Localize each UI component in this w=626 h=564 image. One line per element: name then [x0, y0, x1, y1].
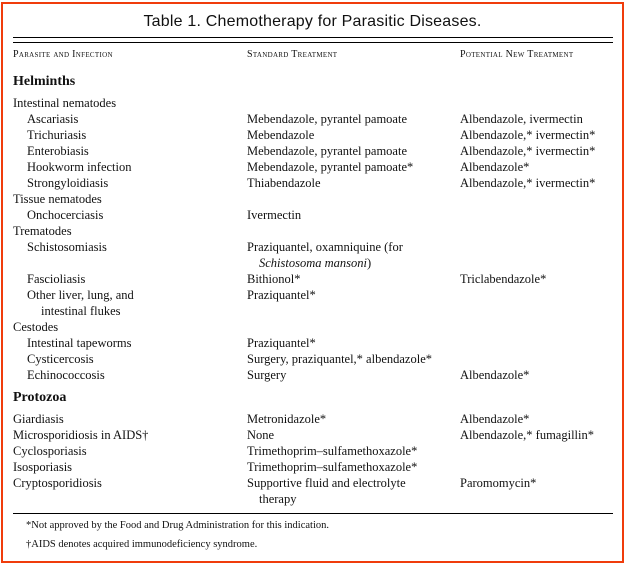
- table-row: [3, 128, 623, 144]
- section-heading-helminths: Helminths: [13, 74, 76, 89]
- footnote-rule: [13, 513, 613, 514]
- section-heading-protozoa: Protozoa: [13, 390, 67, 405]
- standard-cell: Metronidazole*: [247, 412, 327, 426]
- infection-cell: Echinococcosis: [27, 368, 105, 382]
- potential-cell: Albendazole*: [460, 368, 530, 382]
- standard-cell: Mebendazole, pyrantel pamoate*: [247, 160, 414, 174]
- standard-cell: Supportive fluid and electrolyte: [247, 476, 406, 490]
- table-row: [3, 224, 623, 240]
- infection-cell: Trichuriasis: [27, 128, 87, 142]
- infection-cell: Cysticercosis: [27, 352, 94, 366]
- table-row: [3, 96, 623, 112]
- standard-cell: Thiabendazole: [247, 176, 321, 190]
- infection-cell: Isosporiasis: [13, 460, 73, 474]
- standard-cell: Mebendazole, pyrantel pamoate: [247, 112, 407, 126]
- infection-cell: Hookworm infection: [27, 160, 132, 174]
- table-row: [3, 144, 623, 160]
- infection-cell: Cyclosporiasis: [13, 444, 87, 458]
- infection-cell: Other liver, lung, and: [27, 288, 134, 302]
- group-label: Trematodes: [13, 224, 72, 238]
- potential-cell: Albendazole, ivermectin: [460, 112, 583, 126]
- table-row: [3, 176, 623, 192]
- title-rule-bottom: [13, 42, 613, 43]
- group-label: Tissue nematodes: [13, 192, 102, 206]
- infection-cell: Cryptosporidiosis: [13, 476, 102, 490]
- table-row: [3, 336, 623, 352]
- column-header-potential: Potential New Treatment: [460, 49, 574, 60]
- infection-cell: Onchocerciasis: [27, 208, 104, 222]
- table-row: [3, 192, 623, 208]
- infection-cell: Enterobiasis: [27, 144, 89, 158]
- infection-cell: Strongyloidiasis: [27, 176, 109, 190]
- table-row: [3, 412, 623, 428]
- standard-cell: None: [247, 428, 275, 442]
- standard-cell: Praziquantel*: [247, 288, 316, 302]
- table-row: [3, 240, 623, 272]
- potential-cell: Albendazole*: [460, 160, 530, 174]
- infection-cell: Schistosomiasis: [27, 240, 107, 254]
- potential-cell: Triclabendazole*: [460, 272, 547, 286]
- title-rule-top: [13, 37, 613, 38]
- standard-cell: Praziquantel, oxamniquine (for: [247, 240, 403, 254]
- table-row: [3, 428, 623, 444]
- standard-cell: Surgery, praziquantel,* albendazole*: [247, 352, 432, 366]
- infection-cell: Ascariasis: [27, 112, 79, 126]
- potential-cell: Paromomycin*: [460, 476, 537, 490]
- column-header-standard: Standard Treatment: [247, 49, 338, 60]
- standard-cell: Mebendazole, pyrantel pamoate: [247, 144, 407, 158]
- table-row: [3, 476, 623, 508]
- standard-cell: Bithionol*: [247, 272, 301, 286]
- table-row: [3, 288, 623, 320]
- potential-cell: Albendazole*: [460, 412, 530, 426]
- table-title: Table 1. Chemotherapy for Parasitic Diseases.: [143, 13, 482, 30]
- table-row: [3, 352, 623, 368]
- footnote-fda: *Not approved by the Food and Drug Administration for this indication.: [26, 520, 330, 531]
- infection-cell-continuation: intestinal flukes: [41, 304, 121, 318]
- infection-cell: Fascioliasis: [27, 272, 86, 286]
- table-row: [3, 444, 623, 460]
- standard-cell: Mebendazole: [247, 128, 315, 142]
- standard-cell: Surgery: [247, 368, 287, 382]
- standard-cell-continuation: [259, 256, 371, 271]
- potential-cell: Albendazole,* ivermectin*: [460, 128, 596, 142]
- group-label: Intestinal nematodes: [13, 96, 117, 110]
- closing-paren: ): [367, 256, 372, 270]
- potential-cell: Albendazole,* ivermectin*: [460, 176, 596, 190]
- potential-cell: Albendazole,* ivermectin*: [460, 144, 596, 158]
- standard-cell-continuation: therapy: [259, 492, 297, 506]
- table-frame: [1, 2, 624, 563]
- standard-cell: Trimethoprim–sulfamethoxazole*: [247, 444, 418, 458]
- species-name: Schistosoma mansoni: [259, 256, 367, 270]
- potential-cell: Albendazole,* fumagillin*: [460, 428, 594, 442]
- table-row: [3, 460, 623, 476]
- table-row: [3, 208, 623, 224]
- infection-cell: Microsporidiosis in AIDS†: [13, 428, 149, 442]
- table-row: [3, 320, 623, 336]
- table-row: [3, 112, 623, 128]
- footnote-aids: †AIDS denotes acquired immunodeficiency syndrome.: [26, 539, 258, 550]
- group-label: Cestodes: [13, 320, 59, 334]
- table-row: [3, 160, 623, 176]
- infection-cell: Giardiasis: [13, 412, 64, 426]
- table-row: [3, 272, 623, 288]
- infection-cell: Intestinal tapeworms: [27, 336, 132, 350]
- column-header-parasite: Parasite and Infection: [13, 49, 113, 60]
- standard-cell: Trimethoprim–sulfamethoxazole*: [247, 460, 418, 474]
- standard-cell: Ivermectin: [247, 208, 302, 222]
- table-row: [3, 368, 623, 384]
- standard-cell: Praziquantel*: [247, 336, 316, 350]
